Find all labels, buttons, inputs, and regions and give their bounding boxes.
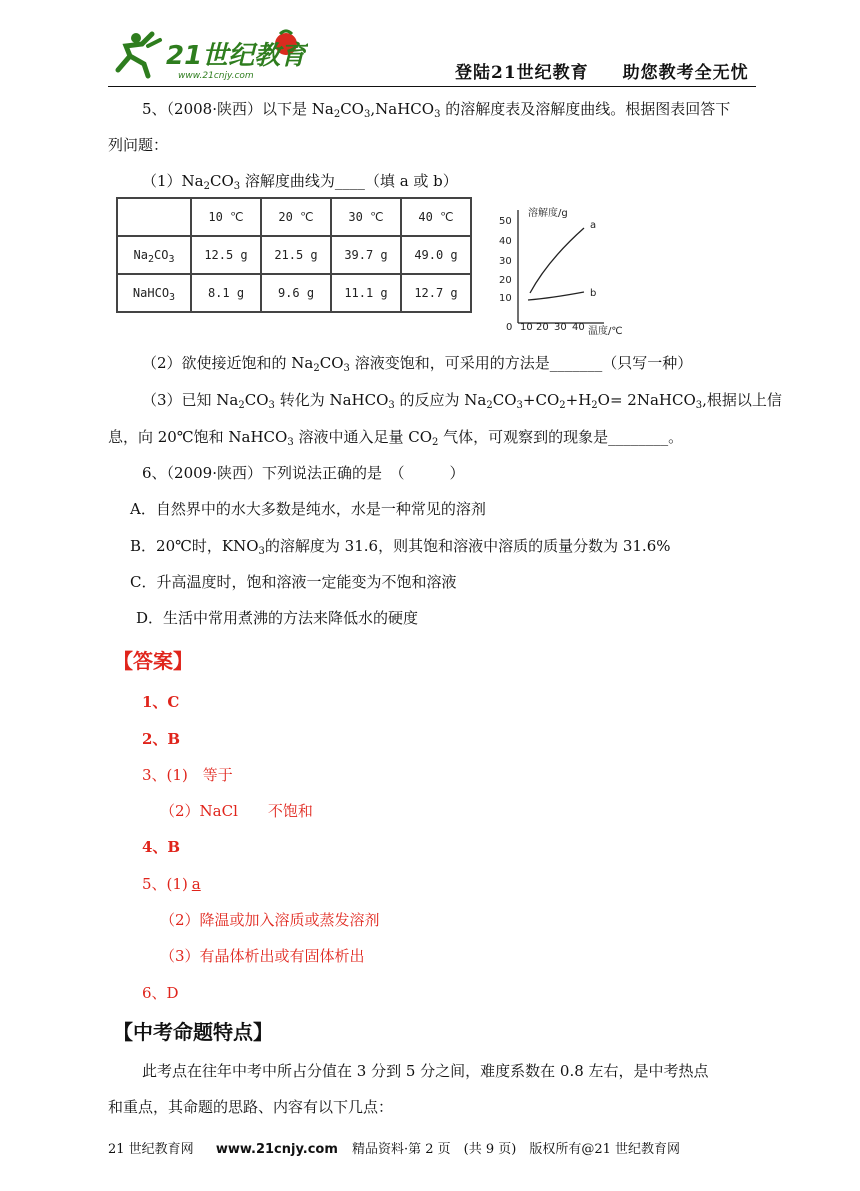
table-cell: 9.6 g bbox=[261, 274, 331, 312]
row-label: NaHCO$_3$ bbox=[117, 274, 191, 312]
table-header-cell: 40 ℃ bbox=[401, 198, 471, 236]
x-tick-label: 20 bbox=[536, 322, 549, 333]
y-tick-label: 50 bbox=[499, 216, 512, 227]
q6-option-a: A．自然界中的水大多数是纯水，水是一种常见的溶剂 bbox=[130, 500, 486, 518]
answer-4: 4、B bbox=[142, 838, 181, 856]
table-cell: 8.1 g bbox=[191, 274, 261, 312]
x-axis-label: 温度/℃ bbox=[588, 326, 623, 337]
footer-info: 精品资料·第 2 页 (共 9 页) 版权所有@21 世纪教育网 bbox=[352, 1142, 681, 1157]
features-line2: 和重点，其命题的思路、内容有以下几点： bbox=[108, 1098, 394, 1116]
q5-part1: $(1)Na_2CO_3$ 溶解度曲线为____（填 a 或 b） bbox=[142, 172, 458, 192]
table-row bbox=[117, 274, 471, 312]
header-slogan bbox=[455, 58, 749, 83]
slogan-left: 登陆21世纪教育 bbox=[455, 63, 589, 83]
answer-5-1: 5、(1) a bbox=[142, 875, 201, 893]
footer-url[interactable]: www.21cnjy.com bbox=[215, 1142, 338, 1157]
q5-part2: （2）欲使接近饱和的 $Na_2CO_3$ 溶液变饱和，可采用的方法是_______（只写一种） bbox=[142, 354, 693, 374]
footer-site: 21 世纪教育网 bbox=[108, 1142, 194, 1157]
curve-b bbox=[528, 292, 584, 300]
y-tick-label: 20 bbox=[499, 275, 512, 286]
q5-part3: （3）已知 $Na_2CO_3$ 转化为 NaHCO$_3$ 的反应为 $Na_2CO_3+CO_2+H_2O=$ 2NaHCO$_3$,根据以上信 bbox=[142, 391, 782, 411]
logo bbox=[108, 26, 308, 82]
table-cell: 49.0 g bbox=[401, 236, 471, 274]
q6-option-d: D．生活中常用煮沸的方法来降低水的硬度 bbox=[136, 609, 419, 627]
y-tick-label: 40 bbox=[499, 236, 512, 247]
curve-a-label: a bbox=[590, 220, 597, 231]
features-line1: 此考点在往年中考中所占分值在 3 分到 5 分之间，难度系数在 0.8 左右，是中考热点 bbox=[142, 1062, 709, 1080]
solubility-curve-chart bbox=[492, 200, 682, 344]
answer-5-3: （3）有晶体析出或有固体析出 bbox=[160, 947, 365, 965]
features-heading: 【中考命题特点】 bbox=[113, 1020, 273, 1044]
table-cell: 12.7 g bbox=[401, 274, 471, 312]
table-header-cell: 20 ℃ bbox=[261, 198, 331, 236]
row-label: $Na_2CO_3$ bbox=[117, 236, 191, 274]
x-tick-label: 10 bbox=[520, 322, 533, 333]
table-row bbox=[117, 236, 471, 274]
answer-6: 6、D bbox=[142, 984, 179, 1002]
logo-url: www.21cnjy.com bbox=[178, 71, 254, 81]
q5-intro: 5、（2008·陕西）以下是 $Na_2CO_3,NaHCO_3$ 的溶解度表及溶解度曲线。根据图表回答下 bbox=[142, 100, 731, 120]
solubility-table bbox=[116, 197, 472, 313]
curve-a bbox=[530, 228, 584, 293]
table-cell: 11.1 g bbox=[331, 274, 401, 312]
table-cell bbox=[117, 198, 191, 236]
logo-text: 21世纪教育 bbox=[166, 41, 307, 71]
header-divider bbox=[108, 86, 756, 87]
answer-5-2: （2）降温或加入溶质或蒸发溶剂 bbox=[160, 911, 380, 929]
q6-option-c: C．升高温度时，饱和溶液一定能变为不饱和溶液 bbox=[130, 573, 457, 591]
origin-label: 0 bbox=[506, 322, 513, 333]
x-tick-label: 40 bbox=[572, 322, 585, 333]
table-cell: 12.5 g bbox=[191, 236, 261, 274]
y-tick-label: 10 bbox=[499, 293, 512, 304]
curve-b-label: b bbox=[590, 288, 597, 299]
q6-stem: 6、（2009·陕西）下列说法正确的是 （ ） bbox=[142, 464, 465, 482]
answer-1: 1、C bbox=[142, 693, 180, 711]
q6-option-b: B．20℃时，$KNO_3$的溶解度为 31.6，则其饱和溶液中溶质的质量分数为 31.6% bbox=[130, 537, 671, 557]
answers-heading: 【答案】 bbox=[113, 649, 193, 673]
table-header-row bbox=[117, 198, 471, 236]
q5-intro-line2: 列问题： bbox=[108, 136, 169, 154]
runner-icon bbox=[118, 33, 160, 76]
table-header-cell: 10 ℃ bbox=[191, 198, 261, 236]
slogan-right: 助您教考全无忧 bbox=[622, 63, 749, 83]
page-footer bbox=[108, 1138, 680, 1157]
x-tick-label: 30 bbox=[554, 322, 567, 333]
y-tick-label: 30 bbox=[499, 256, 512, 267]
table-cell: 21.5 g bbox=[261, 236, 331, 274]
answer-2: 2、B bbox=[142, 730, 181, 748]
table-cell: 39.7 g bbox=[331, 236, 401, 274]
answer-3-2: （2）NaCl 不饱和 bbox=[160, 802, 313, 820]
table-header-cell: 30 ℃ bbox=[331, 198, 401, 236]
y-axis-label: 溶解度/g bbox=[528, 208, 568, 219]
answer-3-1: 3、(1) 等于 bbox=[142, 766, 233, 784]
q5-part3-line2: 息，向 20℃饱和 NaHCO$_3$ 溶液中通入足量 $CO_2$ 气体，可观察到的现象是________。 bbox=[108, 428, 684, 448]
